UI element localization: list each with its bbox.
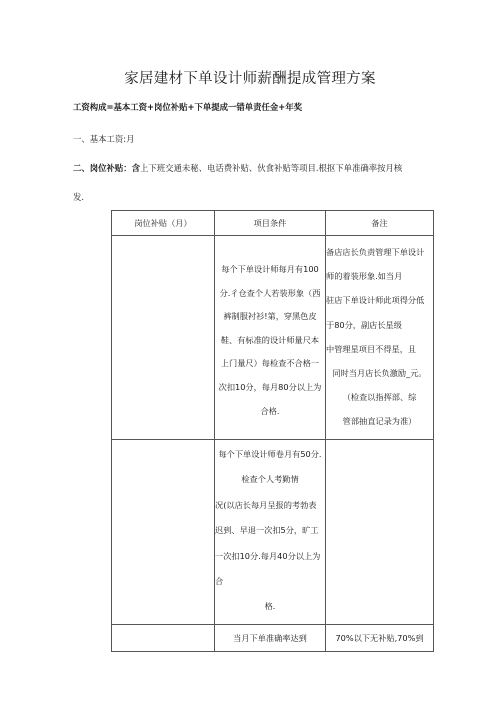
cell-line: 师的着装形象.如当月 [326,271,403,282]
cell-line: 每个下单设计师每月有100 [221,264,319,274]
cell-line: 中管理星项目不得星，且 [326,343,417,354]
section-bold-word: 含 [131,163,140,173]
cell-line: 鞋、有标准的设计师量尺本 [220,334,320,345]
cell-line: （检查以指挥部、综 [342,392,417,403]
section-heading: 二、岗位补贴： [73,163,132,173]
cell-line: 况(以店长每月呈报的考勃表 [215,499,317,510]
cell-line: 每个下单设计师卷月有50分. [218,449,322,459]
table-row [112,440,434,625]
table-cell-remarks: 70%以下无补贴,70%到 [326,625,434,652]
cell-line: 裤制服衬衫!第，穿黑色皮 [223,311,317,322]
cell-line: 一次扣10分.每月40分以上为 [215,550,321,561]
cell-line: 检查个人考勤情 [241,474,299,485]
cell-line: 管部抽直记录为准） [342,416,417,427]
table-header-row [112,211,434,236]
cell-line: 合 [215,576,224,587]
header-conditions: 项目条件 [215,211,326,236]
document-title: 家居建材下单设计师薪酬提成管理方案 [124,71,376,87]
section-text: 上下班交通未秘、电话费补贴、伙食补贴等项目.根抠下单准确率按月核 [140,163,403,173]
cell-line: 合格. [260,405,280,416]
cell-line: 次扣10分，每月80分以上为 [218,381,322,392]
section-position-allowance [73,162,402,174]
header-allowance: 岗位补贴（月） [112,211,215,236]
cell-line: 于80分，副店长星级 [326,319,402,330]
table-cell-empty [112,625,215,652]
table-cell-empty [112,236,215,440]
allowance-table [111,210,434,652]
table-cell-conditions: 当月下单准确率达到 [215,625,326,652]
table-row [112,236,434,440]
table-cell-empty [112,440,215,625]
cell-line: 驻店下单设计师此项得分低 [326,295,425,306]
section-continuation: 发. [73,192,85,202]
cell-line: 分.彳仓查个人若装形象（西 [219,287,321,298]
section-basic-salary: 一、基本工资:月 [73,134,135,144]
table-row [112,625,434,652]
table-cell-remarks [326,236,434,440]
table-cell-conditions [215,236,326,440]
cell-line: 上门量尺）每检查不合格一 [220,358,320,369]
cell-line: 同时当月店长负激励_元。 [332,368,427,379]
table-cell-empty [326,440,434,625]
cell-line: 格. [264,601,276,612]
table-cell-conditions [215,440,326,625]
salary-formula: 工资构成=基本工资+岗位补贴+下单提成一错单责任金+年奖 [73,102,303,112]
header-remarks: 备注 [326,211,434,236]
cell-line: 备店店长负责管理下单设计 [326,247,425,257]
cell-line: 迟到、早退一次扣5分，旷工 [215,525,319,536]
